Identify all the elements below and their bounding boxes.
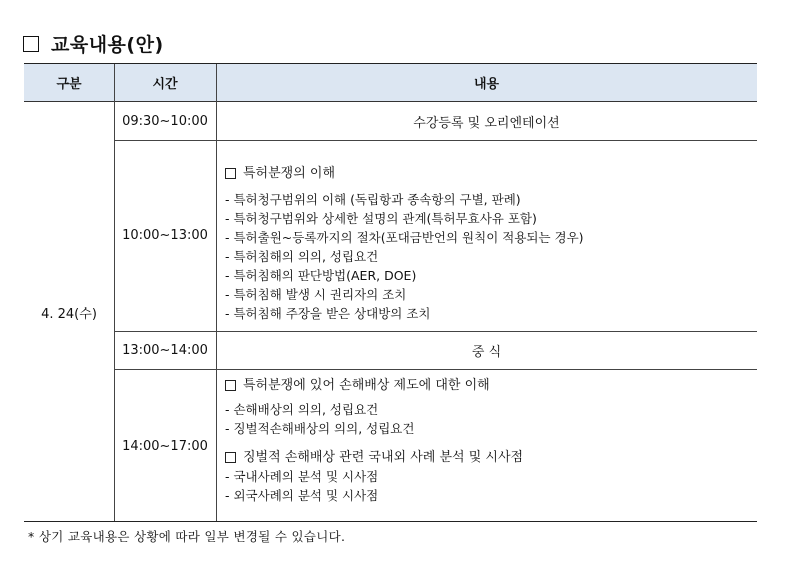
section-heading-text: 징벌적 손해배상 관련 국내외 사례 분석 및 시사점 [243, 450, 524, 465]
page-title [23, 30, 164, 57]
checkbox-square-icon [225, 452, 236, 463]
content-cell [216, 369, 757, 523]
topic-list [225, 467, 757, 505]
content-cell: 수강등록 및 오리엔테이션 [413, 115, 560, 131]
column-divider [216, 64, 217, 521]
column-divider [114, 64, 115, 521]
list-item: - 징벌적손해배상의 의의, 성립요건 [225, 421, 415, 436]
list-item: - 특허청구범위와 상세한 설명의 관계(특허무효사유 포함) [225, 211, 537, 226]
list-item: - 국내사례의 분석 및 시사점 [225, 469, 379, 484]
list-item: - 특허침해 주장을 받은 상대방의 조치 [225, 306, 431, 321]
time-cell: 09:30~10:00 [122, 113, 208, 129]
list-item: - 특허출원~등록까지의 절차(포대금반언의 원칙이 적용되는 경우) [225, 230, 584, 245]
checkbox-square-icon [225, 380, 236, 391]
list-item: - 특허침해의 의의, 성립요건 [225, 249, 379, 264]
time-cell: 10:00~13:00 [122, 228, 208, 243]
list-item: - 특허침해 발생 시 권리자의 조치 [225, 287, 407, 302]
section-heading-text: 특허분쟁의 이해 [243, 166, 336, 181]
header-category: 구분 [24, 64, 114, 102]
content-cell: 중 식 [471, 344, 502, 360]
list-item: - 손해배상의 의의, 성립요건 [225, 402, 379, 417]
section-heading [225, 448, 757, 467]
time-cell: 14:00~17:00 [122, 438, 208, 454]
checkbox-square-icon [225, 168, 236, 179]
time-cell: 13:00~14:00 [122, 342, 208, 358]
schedule-table [24, 63, 757, 522]
row-divider [114, 369, 757, 370]
list-item: - 특허청구범위의 이해 (독립항과 종속항의 구별, 판례) [225, 192, 521, 207]
row-divider [114, 331, 757, 332]
date-cell: 4. 24(수) [41, 307, 97, 322]
header-content: 내용 [216, 64, 757, 102]
list-item: - 특허침해의 판단방법(AER, DOE) [225, 268, 417, 283]
section-heading-text: 특허분쟁에 있어 손해배상 제도에 대한 이해 [243, 378, 490, 393]
list-item: - 외국사례의 분석 및 시사점 [225, 488, 379, 503]
section-heading [225, 164, 757, 183]
page-title-text: 교육내용(안) [51, 34, 164, 56]
topic-list [225, 190, 757, 323]
section-heading [225, 376, 757, 395]
content-cell [216, 140, 757, 331]
footnote: * 상기 교육내용은 상황에 따라 일부 변경될 수 있습니다. [28, 529, 346, 544]
row-divider [114, 140, 757, 141]
header-time: 시간 [114, 64, 216, 102]
checkbox-square-icon [23, 36, 39, 52]
topic-list [225, 400, 757, 438]
